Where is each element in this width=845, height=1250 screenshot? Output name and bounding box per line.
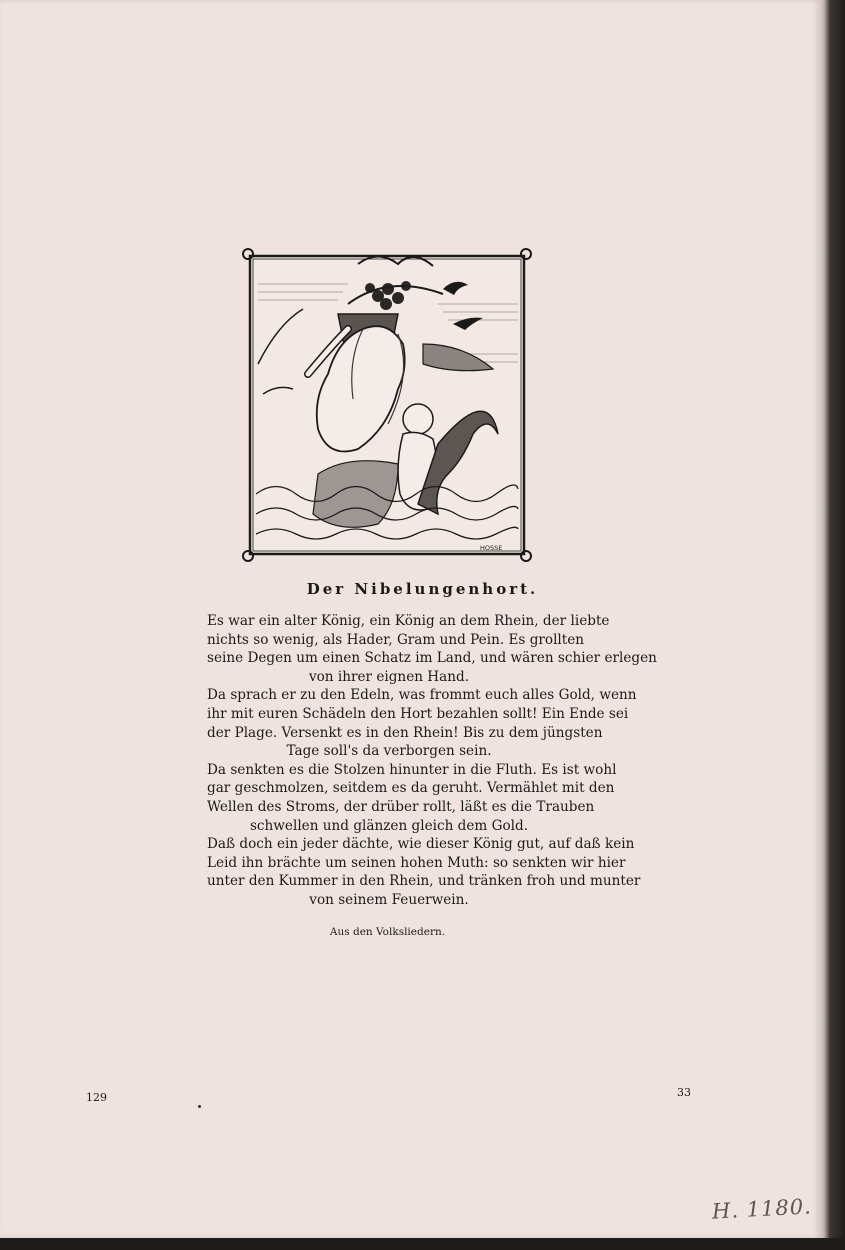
poem-line: Wellen des Stroms, der drüber rollt, läßt es die Trauben [207, 798, 595, 815]
book-spine [820, 0, 845, 1250]
handwritten-note: H. 1180. [711, 1194, 813, 1224]
artist-signature: HOSSE [480, 544, 503, 552]
book-cover-edge [0, 1238, 845, 1250]
poem-line: Tage soll's da verborgen sein. [286, 743, 492, 760]
stanza-3 [207, 761, 617, 835]
page-number-right: 33 [677, 1086, 691, 1099]
poem-line: nichts so wenig, als Hader, Gram und Pein. Es grollten [207, 631, 585, 648]
stanza-4 [207, 835, 641, 909]
poem-line: Da sprach er zu den Edeln, was frommt euch alles Gold, wenn [207, 687, 637, 704]
source-attribution: Aus den Volksliedern. [329, 926, 446, 938]
poem-line: von seinem Feuerwein. [309, 891, 469, 908]
poem-line: schwellen und glänzen gleich dem Gold. [249, 817, 529, 834]
page-number-left: 129 [86, 1091, 107, 1104]
poem-line: der Plage. Versenkt es in den Rhein! Bis zu dem jüngsten [207, 724, 603, 741]
poem-line: seine Degen um einen Schatz im Land, und wären schier erlegen [207, 650, 657, 667]
mermaid-illustration [238, 244, 536, 566]
poem-line: Es war ein alter König, ein König an dem Rhein, der liebte [207, 613, 610, 629]
poem-line: Daß doch ein jeder dächte, wie dieser König gut, auf daß kein [207, 836, 635, 853]
stanza-1 [207, 612, 657, 686]
poem-line: gar geschmolzen, seitdem es da geruht. Vermählet mit den [207, 780, 615, 797]
ink-speck [198, 1105, 201, 1108]
poem-line: von ihrer eignen Hand. [308, 668, 470, 685]
poem-text [207, 612, 657, 910]
stanza-2 [207, 686, 637, 760]
poem-title: Der Nibelungenhort. [306, 580, 539, 598]
poem-line: ihr mit euren Schädeln den Hort bezahlen sollt! Ein Ende sei [207, 705, 629, 722]
poem-line: Leid ihn brächte um seinen hohen Muth: so senkten wir hier [207, 854, 626, 871]
poem-line: unter den Kummer in den Rhein, und tränken froh und munter [207, 873, 641, 890]
poem-line: Da senkten es die Stolzen hinunter in die Fluth. Es ist wohl [207, 761, 617, 778]
